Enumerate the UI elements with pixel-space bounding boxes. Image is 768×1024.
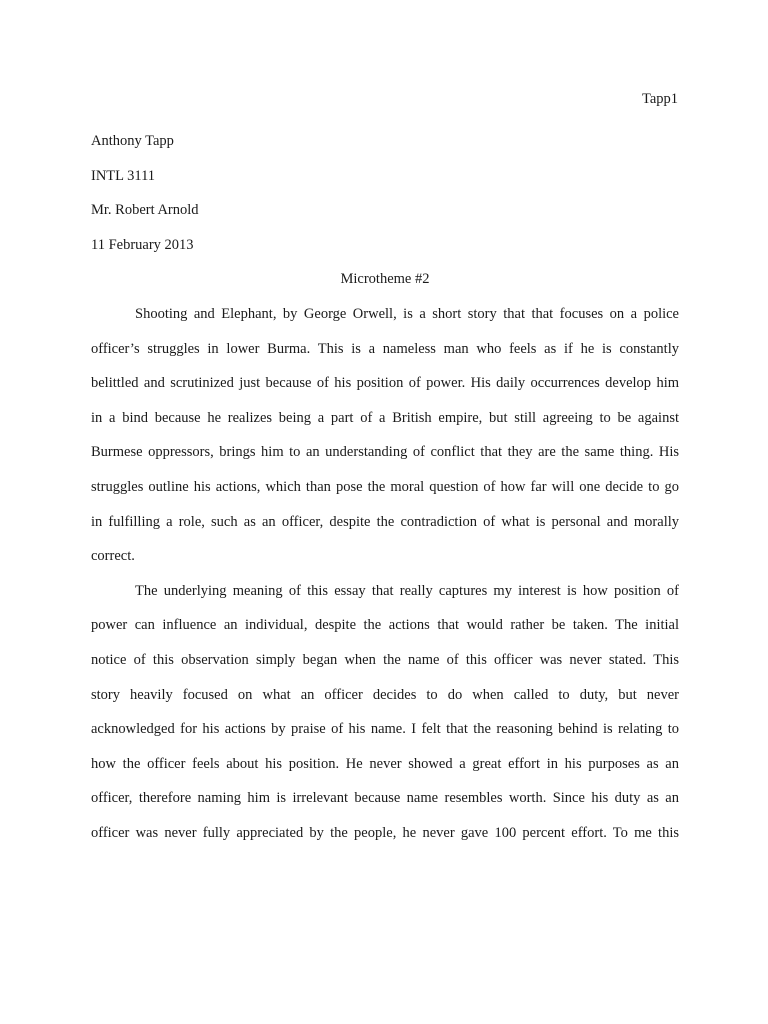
paragraph-line: correct.: [91, 548, 135, 565]
paragraph-2: [91, 574, 679, 851]
running-head: Tapp1: [641, 91, 678, 107]
paragraph-line: The underlying meaning of this essay that really captures my interest is how position of: [135, 582, 679, 599]
submission-date: 11 February 2013: [91, 236, 194, 253]
author-name: Anthony Tapp: [91, 133, 174, 149]
paragraph-line: power can influence an individual, despite the actions that would rather be taken. The initial: [91, 617, 679, 634]
document-body: [91, 124, 679, 850]
paragraph-line: officer’s struggles in lower Burma. This is a nameless man who feels as if he is constantly: [91, 340, 679, 357]
paragraph-line: Shooting and Elephant, by George Orwell, is a short story that that focuses on a police: [135, 305, 679, 322]
document-title: Microtheme #2: [340, 271, 430, 288]
course-number: INTL 3111: [91, 167, 156, 184]
paragraph-line: officer was never fully appreciated by the people, he never gave 100 percent effort. To me this: [91, 824, 679, 841]
paragraph-line: story heavily focused on what an officer decides to do when called to duty, but never: [91, 686, 679, 703]
instructor-name: Mr. Robert Arnold: [91, 202, 199, 219]
paragraph-line: in fulfilling a role, such as an officer, despite the contradiction of what is personal and morally: [91, 513, 679, 530]
paragraph-line: Burmese oppressors, brings him to an understanding of conflict that they are the same thing. His: [91, 444, 679, 461]
paragraph-line: officer, therefore naming him is irrelevant because name resembles worth. Since his duty as an: [91, 790, 679, 807]
paragraph-line: belittled and scrutinized just because of his position of power. His daily occurrences develop him: [91, 375, 679, 392]
paragraph-line: struggles outline his actions, which than pose the moral question of how far will one decide to go: [91, 478, 679, 495]
paragraph-line: notice of this observation simply began when the name of this officer was never stated. This: [91, 651, 679, 668]
paragraph-1: [91, 297, 679, 574]
paragraph-line: how the officer feels about his position. He never showed a great effort in his purposes as an: [91, 755, 679, 772]
paragraph-line: in a bind because he realizes being a part of a British empire, but still agreeing to be against: [91, 409, 679, 426]
paragraph-line: acknowledged for his actions by praise of his name. I felt that the reasoning behind is relating to: [91, 721, 679, 738]
